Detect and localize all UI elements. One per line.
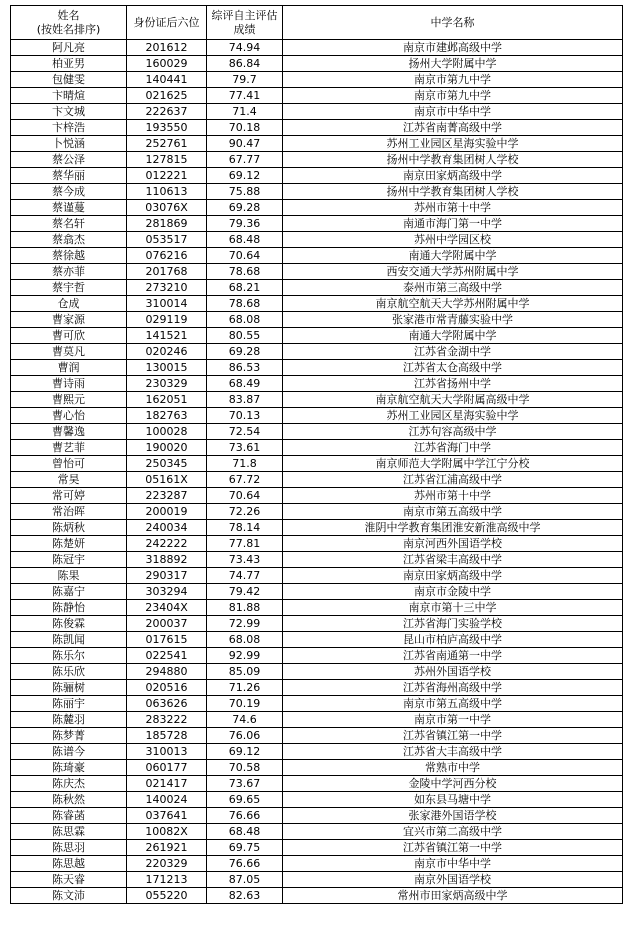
table-row xyxy=(11,104,623,120)
id-cell: 10082X xyxy=(127,824,207,840)
table-row xyxy=(11,392,623,408)
header-name xyxy=(11,6,127,40)
score-cell: 76.66 xyxy=(207,856,283,872)
table-row xyxy=(11,504,623,520)
name-cell: 蔡宇哲 xyxy=(11,280,127,296)
name-cell: 曹莫凡 xyxy=(11,344,127,360)
name-cell: 曹可欣 xyxy=(11,328,127,344)
id-cell: 294880 xyxy=(127,664,207,680)
school-cell: 苏州市第十中学 xyxy=(283,200,623,216)
id-cell: 190020 xyxy=(127,440,207,456)
admission-score-table xyxy=(10,5,623,904)
table-row xyxy=(11,872,623,888)
school-cell: 南京航空航天大学附属高级中学 xyxy=(283,392,623,408)
score-cell: 69.28 xyxy=(207,200,283,216)
table-row xyxy=(11,328,623,344)
id-cell: 029119 xyxy=(127,312,207,328)
score-cell: 70.64 xyxy=(207,248,283,264)
school-cell: 南京市第九中学 xyxy=(283,88,623,104)
id-cell: 23404X xyxy=(127,600,207,616)
name-cell: 阿凡亮 xyxy=(11,40,127,56)
school-cell: 西安交通大学苏州附属中学 xyxy=(283,264,623,280)
name-cell: 陈冠宇 xyxy=(11,552,127,568)
table-row xyxy=(11,488,623,504)
school-cell: 南通大学附属中学 xyxy=(283,248,623,264)
id-cell: 261921 xyxy=(127,840,207,856)
name-cell: 陈凯闻 xyxy=(11,632,127,648)
school-cell: 江苏省镇江第一中学 xyxy=(283,728,623,744)
score-cell: 70.18 xyxy=(207,120,283,136)
school-cell: 江苏省江浦高级中学 xyxy=(283,472,623,488)
header-name-label: 姓名 xyxy=(57,8,80,22)
school-cell: 南京市第五高级中学 xyxy=(283,504,623,520)
score-cell: 86.84 xyxy=(207,56,283,72)
id-cell: 022541 xyxy=(127,648,207,664)
table-row xyxy=(11,696,623,712)
school-cell: 苏州外国语学校 xyxy=(283,664,623,680)
school-cell: 南通大学附属中学 xyxy=(283,328,623,344)
school-cell: 扬州中学教育集团树人学校 xyxy=(283,152,623,168)
table-row xyxy=(11,648,623,664)
table-row xyxy=(11,616,623,632)
id-cell: 063626 xyxy=(127,696,207,712)
name-cell: 曹艺菲 xyxy=(11,440,127,456)
school-cell: 江苏省扬州中学 xyxy=(283,376,623,392)
name-cell: 陈睿菡 xyxy=(11,808,127,824)
score-cell: 70.64 xyxy=(207,488,283,504)
id-cell: 193550 xyxy=(127,120,207,136)
name-cell: 陈俊霖 xyxy=(11,616,127,632)
name-cell: 曹熙元 xyxy=(11,392,127,408)
name-cell: 常昊 xyxy=(11,472,127,488)
header-id-label: 身份证后六位 xyxy=(133,15,200,29)
school-cell: 苏州市第十中学 xyxy=(283,488,623,504)
school-cell: 南京外国语学校 xyxy=(283,872,623,888)
name-cell: 蔡谨蔓 xyxy=(11,200,127,216)
table-row xyxy=(11,552,623,568)
table-row xyxy=(11,824,623,840)
table-row xyxy=(11,744,623,760)
name-cell: 蔡华丽 xyxy=(11,168,127,184)
table-row xyxy=(11,632,623,648)
id-cell: 162051 xyxy=(127,392,207,408)
score-cell: 85.09 xyxy=(207,664,283,680)
name-cell: 陈琦豪 xyxy=(11,760,127,776)
school-cell: 江苏句容高级中学 xyxy=(283,424,623,440)
score-cell: 78.68 xyxy=(207,264,283,280)
school-cell: 南京田家炳高级中学 xyxy=(283,568,623,584)
id-cell: 200037 xyxy=(127,616,207,632)
table-row xyxy=(11,408,623,424)
score-cell: 76.06 xyxy=(207,728,283,744)
id-cell: 141521 xyxy=(127,328,207,344)
id-cell: 017615 xyxy=(127,632,207,648)
school-cell: 江苏省南菁高级中学 xyxy=(283,120,623,136)
name-cell: 仓成 xyxy=(11,296,127,312)
score-cell: 69.75 xyxy=(207,840,283,856)
school-cell: 南京市第一中学 xyxy=(283,712,623,728)
name-cell: 卜悦涵 xyxy=(11,136,127,152)
score-cell: 74.6 xyxy=(207,712,283,728)
school-cell: 宜兴市第二高级中学 xyxy=(283,824,623,840)
school-cell: 张家港外国语学校 xyxy=(283,808,623,824)
id-cell: 250345 xyxy=(127,456,207,472)
id-cell: 185728 xyxy=(127,728,207,744)
table-row xyxy=(11,888,623,904)
school-cell: 淮阴中学教育集团淮安新淮高级中学 xyxy=(283,520,623,536)
name-cell: 常治晖 xyxy=(11,504,127,520)
id-cell: 160029 xyxy=(127,56,207,72)
table-row xyxy=(11,88,623,104)
score-cell: 68.48 xyxy=(207,232,283,248)
id-cell: 012221 xyxy=(127,168,207,184)
table-row xyxy=(11,216,623,232)
school-cell: 金陵中学河西分校 xyxy=(283,776,623,792)
id-cell: 222637 xyxy=(127,104,207,120)
id-cell: 127815 xyxy=(127,152,207,168)
id-cell: 020246 xyxy=(127,344,207,360)
table-row xyxy=(11,136,623,152)
table-row xyxy=(11,840,623,856)
score-cell: 80.55 xyxy=(207,328,283,344)
table-row xyxy=(11,808,623,824)
score-cell: 68.08 xyxy=(207,312,283,328)
name-cell: 陈庆杰 xyxy=(11,776,127,792)
score-cell: 73.67 xyxy=(207,776,283,792)
table-row xyxy=(11,584,623,600)
table-row xyxy=(11,312,623,328)
id-cell: 310013 xyxy=(127,744,207,760)
school-cell: 南京市金陵中学 xyxy=(283,584,623,600)
school-cell: 江苏省金湖中学 xyxy=(283,344,623,360)
name-cell: 卞晴煊 xyxy=(11,88,127,104)
table-row xyxy=(11,376,623,392)
table-row xyxy=(11,680,623,696)
id-cell: 03076X xyxy=(127,200,207,216)
score-cell: 68.49 xyxy=(207,376,283,392)
school-cell: 苏州工业园区星海实验中学 xyxy=(283,136,623,152)
score-cell: 86.53 xyxy=(207,360,283,376)
school-cell: 扬州中学教育集团树人学校 xyxy=(283,184,623,200)
name-cell: 蔡亦菲 xyxy=(11,264,127,280)
school-cell: 南京市中华中学 xyxy=(283,104,623,120)
school-cell: 泰州市第三高级中学 xyxy=(283,280,623,296)
id-cell: 130015 xyxy=(127,360,207,376)
score-cell: 69.12 xyxy=(207,744,283,760)
score-cell: 71.26 xyxy=(207,680,283,696)
table-row xyxy=(11,760,623,776)
score-cell: 69.65 xyxy=(207,792,283,808)
school-cell: 苏州中学园区校 xyxy=(283,232,623,248)
table-row xyxy=(11,856,623,872)
table-row xyxy=(11,152,623,168)
id-cell: 182763 xyxy=(127,408,207,424)
name-cell: 蔡徐越 xyxy=(11,248,127,264)
id-cell: 310014 xyxy=(127,296,207,312)
id-cell: 053517 xyxy=(127,232,207,248)
score-cell: 76.66 xyxy=(207,808,283,824)
score-cell: 90.47 xyxy=(207,136,283,152)
score-cell: 72.54 xyxy=(207,424,283,440)
id-cell: 223287 xyxy=(127,488,207,504)
name-cell: 陈嘉宁 xyxy=(11,584,127,600)
school-cell: 南京市中华中学 xyxy=(283,856,623,872)
school-cell: 昆山市柏庐高级中学 xyxy=(283,632,623,648)
score-cell: 73.43 xyxy=(207,552,283,568)
name-cell: 蔡翕杰 xyxy=(11,232,127,248)
name-cell: 陈天睿 xyxy=(11,872,127,888)
name-cell: 陈果 xyxy=(11,568,127,584)
table-row xyxy=(11,792,623,808)
name-cell: 常可婷 xyxy=(11,488,127,504)
score-cell: 70.13 xyxy=(207,408,283,424)
header-row xyxy=(11,6,623,40)
school-cell: 常州市田家炳高级中学 xyxy=(283,888,623,904)
id-cell: 220329 xyxy=(127,856,207,872)
table-row xyxy=(11,776,623,792)
score-cell: 69.12 xyxy=(207,168,283,184)
school-cell: 南京田家炳高级中学 xyxy=(283,168,623,184)
score-cell: 78.14 xyxy=(207,520,283,536)
name-cell: 曹心怡 xyxy=(11,408,127,424)
score-cell: 79.36 xyxy=(207,216,283,232)
score-cell: 79.7 xyxy=(207,72,283,88)
score-cell: 74.77 xyxy=(207,568,283,584)
school-cell: 江苏省海门中学 xyxy=(283,440,623,456)
table-row xyxy=(11,232,623,248)
name-cell: 陈麓羽 xyxy=(11,712,127,728)
score-cell: 77.81 xyxy=(207,536,283,552)
id-cell: 201768 xyxy=(127,264,207,280)
id-cell: 240034 xyxy=(127,520,207,536)
score-cell: 79.42 xyxy=(207,584,283,600)
school-cell: 扬州大学附属中学 xyxy=(283,56,623,72)
table-row xyxy=(11,40,623,56)
score-cell: 75.88 xyxy=(207,184,283,200)
score-cell: 92.99 xyxy=(207,648,283,664)
header-name-sublabel: (按姓名排序) xyxy=(36,22,101,36)
id-cell: 140441 xyxy=(127,72,207,88)
score-cell: 81.88 xyxy=(207,600,283,616)
id-cell: 140024 xyxy=(127,792,207,808)
table-row xyxy=(11,120,623,136)
name-cell: 陈思羽 xyxy=(11,840,127,856)
score-cell: 87.05 xyxy=(207,872,283,888)
score-cell: 68.08 xyxy=(207,632,283,648)
table-row xyxy=(11,360,623,376)
id-cell: 060177 xyxy=(127,760,207,776)
school-cell: 江苏省海门实验学校 xyxy=(283,616,623,632)
table-row xyxy=(11,296,623,312)
id-cell: 200019 xyxy=(127,504,207,520)
table-row xyxy=(11,424,623,440)
score-cell: 72.99 xyxy=(207,616,283,632)
id-cell: 076216 xyxy=(127,248,207,264)
table-row xyxy=(11,712,623,728)
table-row xyxy=(11,56,623,72)
name-cell: 陈梦菁 xyxy=(11,728,127,744)
id-cell: 055220 xyxy=(127,888,207,904)
id-cell: 290317 xyxy=(127,568,207,584)
table-row xyxy=(11,200,623,216)
school-cell: 南京河西外国语学校 xyxy=(283,536,623,552)
table-row xyxy=(11,248,623,264)
id-cell: 021417 xyxy=(127,776,207,792)
table-row xyxy=(11,344,623,360)
score-cell: 68.48 xyxy=(207,824,283,840)
table-row xyxy=(11,728,623,744)
name-cell: 陈楚妍 xyxy=(11,536,127,552)
school-cell: 南京市建邺高级中学 xyxy=(283,40,623,56)
score-cell: 74.94 xyxy=(207,40,283,56)
id-cell: 110613 xyxy=(127,184,207,200)
school-cell: 苏州工业园区星海实验中学 xyxy=(283,408,623,424)
id-cell: 252761 xyxy=(127,136,207,152)
school-cell: 江苏省太仓高级中学 xyxy=(283,360,623,376)
school-cell: 常熟市中学 xyxy=(283,760,623,776)
name-cell: 陈乐欣 xyxy=(11,664,127,680)
name-cell: 蔡名轩 xyxy=(11,216,127,232)
school-cell: 南京航空航天大学苏州附属中学 xyxy=(283,296,623,312)
school-cell: 南京市第十三中学 xyxy=(283,600,623,616)
name-cell: 陈思霖 xyxy=(11,824,127,840)
name-cell: 陈文沛 xyxy=(11,888,127,904)
school-cell: 南京师范大学附属中学江宁分校 xyxy=(283,456,623,472)
header-id xyxy=(127,6,207,40)
score-cell: 71.4 xyxy=(207,104,283,120)
score-cell: 70.58 xyxy=(207,760,283,776)
score-cell: 78.68 xyxy=(207,296,283,312)
name-cell: 陈炳秋 xyxy=(11,520,127,536)
table-row xyxy=(11,72,623,88)
score-cell: 73.61 xyxy=(207,440,283,456)
score-cell: 82.63 xyxy=(207,888,283,904)
table-row xyxy=(11,520,623,536)
score-cell: 72.26 xyxy=(207,504,283,520)
school-cell: 南通市海门第一中学 xyxy=(283,216,623,232)
name-cell: 柏亚男 xyxy=(11,56,127,72)
table-row xyxy=(11,600,623,616)
table-row xyxy=(11,168,623,184)
table-row xyxy=(11,264,623,280)
id-cell: 171213 xyxy=(127,872,207,888)
table-row xyxy=(11,568,623,584)
id-cell: 273210 xyxy=(127,280,207,296)
name-cell: 陈谱今 xyxy=(11,744,127,760)
table-body xyxy=(11,40,623,904)
school-cell: 如东县马塘中学 xyxy=(283,792,623,808)
school-cell: 南京市第九中学 xyxy=(283,72,623,88)
score-cell: 71.8 xyxy=(207,456,283,472)
header-school xyxy=(283,6,623,40)
school-cell: 张家港市常青藤实验中学 xyxy=(283,312,623,328)
name-cell: 陈静怡 xyxy=(11,600,127,616)
name-cell: 包健雯 xyxy=(11,72,127,88)
id-cell: 230329 xyxy=(127,376,207,392)
score-cell: 77.41 xyxy=(207,88,283,104)
id-cell: 05161X xyxy=(127,472,207,488)
school-cell: 江苏省海州高级中学 xyxy=(283,680,623,696)
school-cell: 江苏省镇江第一中学 xyxy=(283,840,623,856)
table-row xyxy=(11,184,623,200)
header-school-label: 中学名称 xyxy=(430,15,475,29)
school-cell: 江苏省南通第一中学 xyxy=(283,648,623,664)
id-cell: 037641 xyxy=(127,808,207,824)
score-cell: 83.87 xyxy=(207,392,283,408)
name-cell: 陈骊树 xyxy=(11,680,127,696)
score-cell: 68.21 xyxy=(207,280,283,296)
school-cell: 南京市第五高级中学 xyxy=(283,696,623,712)
name-cell: 卞文城 xyxy=(11,104,127,120)
name-cell: 曹家源 xyxy=(11,312,127,328)
school-cell: 江苏省大丰高级中学 xyxy=(283,744,623,760)
score-cell: 69.28 xyxy=(207,344,283,360)
score-cell: 67.77 xyxy=(207,152,283,168)
name-cell: 曹诗雨 xyxy=(11,376,127,392)
name-cell: 陈秋然 xyxy=(11,792,127,808)
name-cell: 陈丽宇 xyxy=(11,696,127,712)
id-cell: 020516 xyxy=(127,680,207,696)
name-cell: 蔡今成 xyxy=(11,184,127,200)
header-score-label: 综评自主评估 xyxy=(211,8,278,22)
id-cell: 283222 xyxy=(127,712,207,728)
id-cell: 100028 xyxy=(127,424,207,440)
table-row xyxy=(11,280,623,296)
table-row xyxy=(11,664,623,680)
name-cell: 蔡公泽 xyxy=(11,152,127,168)
name-cell: 曹润 xyxy=(11,360,127,376)
id-cell: 242222 xyxy=(127,536,207,552)
table-row xyxy=(11,440,623,456)
school-cell: 江苏省梁丰高级中学 xyxy=(283,552,623,568)
header-score-sublabel: 成绩 xyxy=(233,22,256,36)
id-cell: 318892 xyxy=(127,552,207,568)
name-cell: 曹馨逸 xyxy=(11,424,127,440)
table-row xyxy=(11,472,623,488)
name-cell: 陈思越 xyxy=(11,856,127,872)
score-cell: 67.72 xyxy=(207,472,283,488)
id-cell: 303294 xyxy=(127,584,207,600)
header-score xyxy=(207,6,283,40)
name-cell: 卞梓浩 xyxy=(11,120,127,136)
score-cell: 70.19 xyxy=(207,696,283,712)
table-row xyxy=(11,456,623,472)
id-cell: 201612 xyxy=(127,40,207,56)
name-cell: 曾怡可 xyxy=(11,456,127,472)
id-cell: 021625 xyxy=(127,88,207,104)
name-cell: 陈乐尔 xyxy=(11,648,127,664)
table-header xyxy=(11,6,623,40)
table-row xyxy=(11,536,623,552)
id-cell: 281869 xyxy=(127,216,207,232)
